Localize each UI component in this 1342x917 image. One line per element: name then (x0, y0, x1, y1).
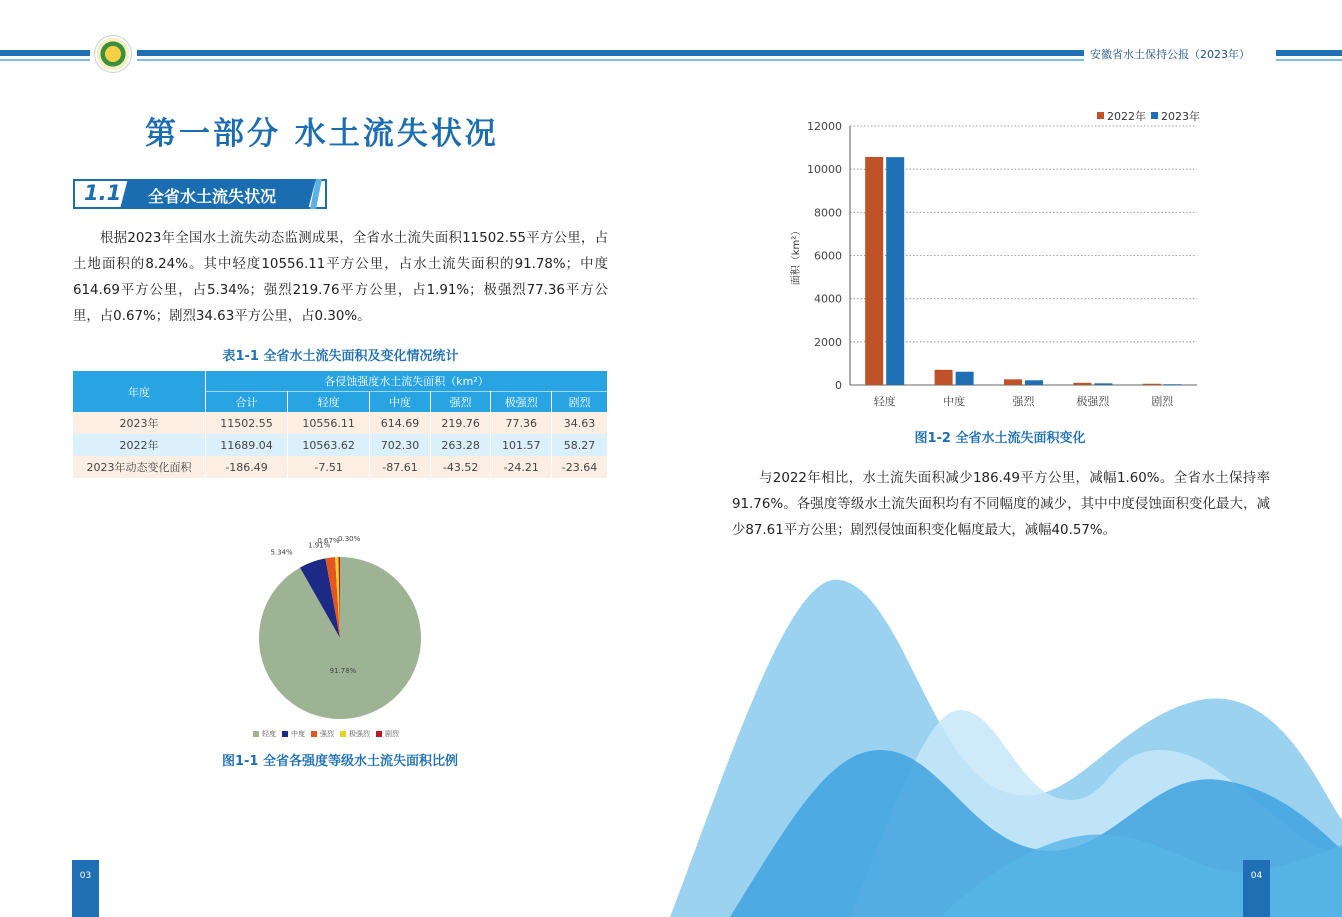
bar (1073, 383, 1091, 385)
y-tick-label: 0 (835, 379, 842, 392)
legend-label: 剧烈 (385, 730, 399, 738)
table-cell: -24.21 (491, 456, 552, 478)
table-cell: -43.52 (430, 456, 491, 478)
pie-value-label: 1.91% (308, 541, 331, 550)
table-cell: -87.61 (370, 456, 431, 478)
table-cell: 11689.04 (206, 434, 288, 456)
y-tick-label: 4000 (814, 292, 842, 306)
table-cell: -23.64 (552, 456, 608, 478)
table-cell: -7.51 (288, 456, 370, 478)
x-tick-label: 中度 (943, 395, 966, 408)
x-tick-label: 极强烈 (1076, 395, 1110, 408)
legend-label: 极强烈 (349, 730, 370, 738)
header-bar-right-thin (1276, 59, 1342, 61)
legend-swatch (340, 731, 346, 737)
table-row-label: 2023年动态变化面积 (73, 456, 206, 478)
table-col-header: 极强烈 (491, 392, 552, 413)
table-header-year: 年度 (73, 371, 206, 412)
comparison-paragraph: 与2022年相比，水土流失面积减少186.49平方公里，减幅1.60%。全省水土保持率91.76%。各强度等级水土流失面积均有不同幅度的减少，其中中度侵蚀面积变化最大，减少87.61平方公里；剧烈侵蚀面积变化幅度最大，减幅40.57%。 (732, 471, 1270, 538)
y-tick-label: 8000 (814, 206, 842, 220)
table-col-header: 剧烈 (552, 392, 608, 413)
table-header-group: 各侵蚀强度水土流失面积（km²） (206, 371, 608, 392)
table-cell: -186.49 (206, 456, 288, 478)
x-tick-label: 轻度 (873, 395, 896, 408)
bar-chart-caption: 图1-2 全省水土流失面积变化 (914, 431, 1086, 446)
table-cell: 101.57 (491, 434, 552, 456)
table-row-label: 2022年 (73, 434, 206, 456)
table-col-header: 强烈 (430, 392, 491, 413)
y-tick-label: 10000 (807, 163, 842, 177)
erosion-area-table (73, 371, 608, 478)
pie-chart (240, 530, 440, 725)
table-row (73, 456, 608, 478)
page-number-right: 04 (1243, 860, 1270, 917)
pie-value-label: 91.78% (329, 667, 357, 675)
legend-label: 强烈 (320, 730, 334, 738)
y-tick-label: 12000 (807, 120, 842, 133)
section-title: 全省水土流失状况 (148, 187, 277, 206)
table-cell: 77.36 (491, 412, 552, 434)
table-col-header: 合计 (206, 392, 288, 413)
table-cell: 34.63 (552, 412, 608, 434)
legend-swatch (311, 731, 317, 737)
table-caption: 表1-1 全省水土流失面积及变化情况统计 (222, 349, 459, 364)
header-bar-middle (137, 50, 1084, 56)
bar (935, 370, 953, 385)
header-bar-left (0, 50, 90, 56)
legend-swatch (253, 731, 259, 737)
table-cell: 263.28 (430, 434, 491, 456)
table-cell: 702.30 (370, 434, 431, 456)
header-bar-right (1276, 50, 1342, 56)
table-col-header: 中度 (370, 392, 431, 413)
table-row (73, 434, 608, 456)
pie-value-label: 0.67% (317, 537, 340, 546)
table-row (73, 412, 608, 434)
legend-label: 轻度 (262, 730, 276, 738)
decorative-mountains (640, 560, 1342, 917)
bar-chart (775, 100, 1215, 420)
y-tick-label: 6000 (814, 249, 842, 263)
pie-value-label: 0.30% (338, 535, 361, 544)
legend-label: 2022年 (1107, 110, 1146, 123)
bar (1164, 384, 1182, 385)
table-cell: 11502.55 (206, 412, 288, 434)
table-cell: 614.69 (370, 412, 431, 434)
page-number-left: 03 (72, 860, 99, 917)
table-cell: 10556.11 (288, 412, 370, 434)
part-title: 第一部分 水土流失状况 (145, 116, 499, 152)
x-tick-label: 强烈 (1012, 395, 1035, 408)
pie-caption: 图1-1 全省各强度等级水土流失面积比例 (221, 754, 458, 769)
table-cell: 219.76 (430, 412, 491, 434)
section-number: 1.1 (84, 181, 122, 205)
pie-legend (247, 729, 399, 739)
table-row-label: 2023年 (73, 412, 206, 434)
legend-swatch (282, 731, 288, 737)
legend-swatch (1151, 112, 1158, 119)
legend-label: 中度 (291, 730, 305, 738)
y-axis-label: 面积（km²） (791, 225, 802, 286)
table-cell: 10563.62 (288, 434, 370, 456)
bar (1143, 384, 1161, 385)
report-title: 安徽省水土保持公报（2023年） (1090, 48, 1250, 61)
legend-swatch (1097, 112, 1104, 119)
table-cell: 58.27 (552, 434, 608, 456)
header-bar-middle-thin (137, 59, 1084, 61)
x-tick-label: 剧烈 (1151, 395, 1174, 408)
pie-value-label: 5.34% (270, 548, 293, 557)
header-bar-left-thin (0, 59, 90, 61)
bar (956, 372, 974, 385)
bar (1004, 379, 1022, 385)
summary-paragraph: 根据2023年全国水土流失动态监测成果，全省水土流失面积11502.55平方公里，占土地面积的8.24%。其中轻度10556.11平方公里，占水土流失面积的91.78%；中度614.69平方公里，占5.34%；强烈219.76平方公里，占1.91%；极强烈77.36平方公里，占0.67%；剧烈34.63平方公里，占0.30%。 (73, 231, 608, 324)
y-tick-label: 2000 (814, 335, 842, 349)
bar (865, 157, 883, 385)
bar (1025, 380, 1043, 385)
emblem-logo (97, 38, 129, 70)
legend-swatch (376, 731, 382, 737)
legend-label: 2023年 (1161, 110, 1200, 123)
bar (886, 157, 904, 385)
bar (1094, 383, 1112, 385)
table-col-header: 轻度 (288, 392, 370, 413)
